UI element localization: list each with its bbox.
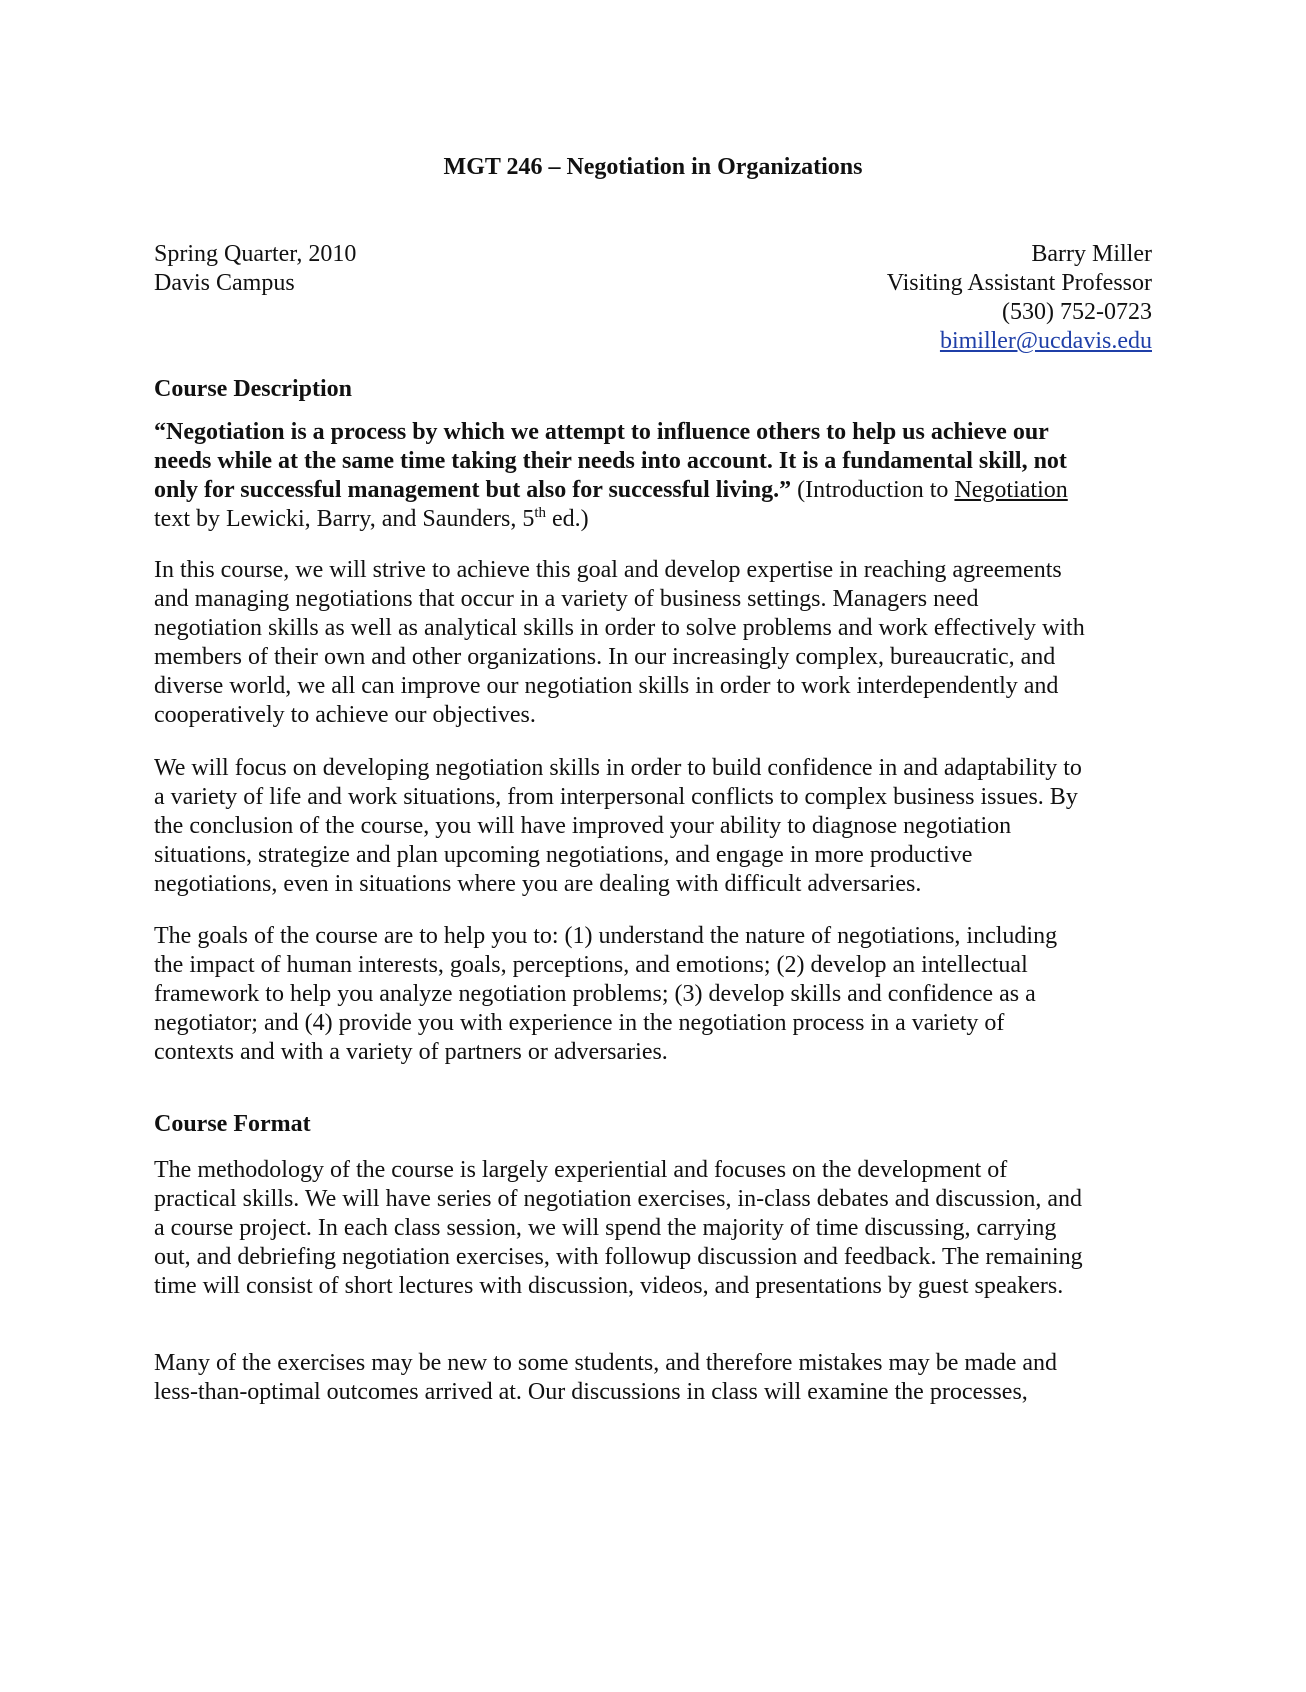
term-text: Spring Quarter, 2010 [154,241,357,267]
quote-line [154,476,1154,505]
text-line: situations, strategize and plan upcoming negotiations, and engage in more productive [154,842,973,868]
citation-intro: (Introduction to [791,477,955,503]
text-line: framework to help you analyze negotiation problems; (3) develop skills and confidence as a [154,981,1036,1007]
header-left-block [154,240,356,298]
text-line: negotiations, even in situations where you are dealing with difficult adversaries. [154,871,922,897]
text-line: a course project. In each class session, we will spend the majority of time discussing, carrying [154,1215,1057,1241]
instructor-email-link[interactable]: bimiller@ucdavis.edu [939,328,1152,354]
instructor-phone: (530) 752-0723 [1002,299,1152,325]
text-line: less-than-optimal outcomes arrived at. Our discussions in class will examine the processes, [154,1379,1028,1405]
citation-authors: text by Lewicki, Barry, and Saunders, 5 [154,506,535,532]
description-quote-paragraph [154,418,1154,534]
citation-edition: ed.) [546,506,589,532]
text-line: members of their own and other organizations. In our increasingly complex, bureaucratic, and [154,644,1056,670]
text-line: a variety of life and work situations, from interpersonal conflicts to complex business issues. By [154,784,1078,810]
instructor-position: Visiting Assistant Professor [886,270,1152,296]
description-paragraph-4 [154,922,1154,1067]
text-line: negotiation skills as well as analytical skills in order to solve problems and work effectively with [154,615,1085,641]
text-line: out, and debriefing negotiation exercises, with followup discussion and feedback. The remaining [154,1244,1083,1270]
text-line: diverse world, we all can improve our negotiation skills in order to work interdependently and [154,673,1059,699]
text-line: We will focus on developing negotiation skills in order to build confidence in and adaptability to [154,755,1082,781]
text-line: negotiator; and (4) provide you with experience in the negotiation process in a variety of [154,1010,1005,1036]
text-line: and managing negotiations that occur in a variety of business settings. Managers need [154,586,979,612]
description-paragraph-3 [154,754,1154,899]
format-paragraph-2 [154,1349,1154,1407]
instructor-name: Barry Miller [1031,241,1152,267]
text-line: In this course, we will strive to achieve this goal and develop expertise in reaching agreements [154,557,1062,583]
header-right-block [887,240,1152,356]
citation-superscript: th [534,505,547,521]
text-line: the impact of human interests, goals, perceptions, and emotions; (2) develop an intellectual [154,952,1028,978]
text-line: The methodology of the course is largely experiential and focuses on the development of [154,1157,1008,1183]
description-paragraph-2 [154,556,1154,730]
text-line: The goals of the course are to help you to: (1) understand the nature of negotiations, including [154,923,1058,949]
course-format-heading: Course Format [154,1111,311,1137]
quote-line: needs while at the same time taking their needs into account. It is a fundamental skill, not [154,448,1067,474]
text-line: time will consist of short lectures with discussion, videos, and presentations by guest speakers. [154,1273,1064,1299]
text-line: cooperatively to achieve our objectives. [154,702,536,728]
quote-line: “Negotiation is a process by which we attempt to influence others to help us achieve our [154,419,1049,445]
citation-book-title: Negotiation [954,477,1068,503]
text-line: the conclusion of the course, you will have improved your ability to diagnose negotiation [154,813,1012,839]
text-line: Many of the exercises may be new to some students, and therefore mistakes may be made and [154,1350,1058,1376]
text-line: contexts and with a variety of partners or adversaries. [154,1039,668,1065]
citation-line [154,505,1154,534]
course-description-heading: Course Description [154,376,352,402]
format-paragraph-1 [154,1156,1154,1301]
campus-text: Davis Campus [154,270,295,296]
page-title: MGT 246 – Negotiation in Organizations [443,154,863,180]
text-line: practical skills. We will have series of negotiation exercises, in-class debates and discussion, and [154,1186,1083,1212]
quote-line-text: only for successful management but also for successful living.” [154,477,792,503]
